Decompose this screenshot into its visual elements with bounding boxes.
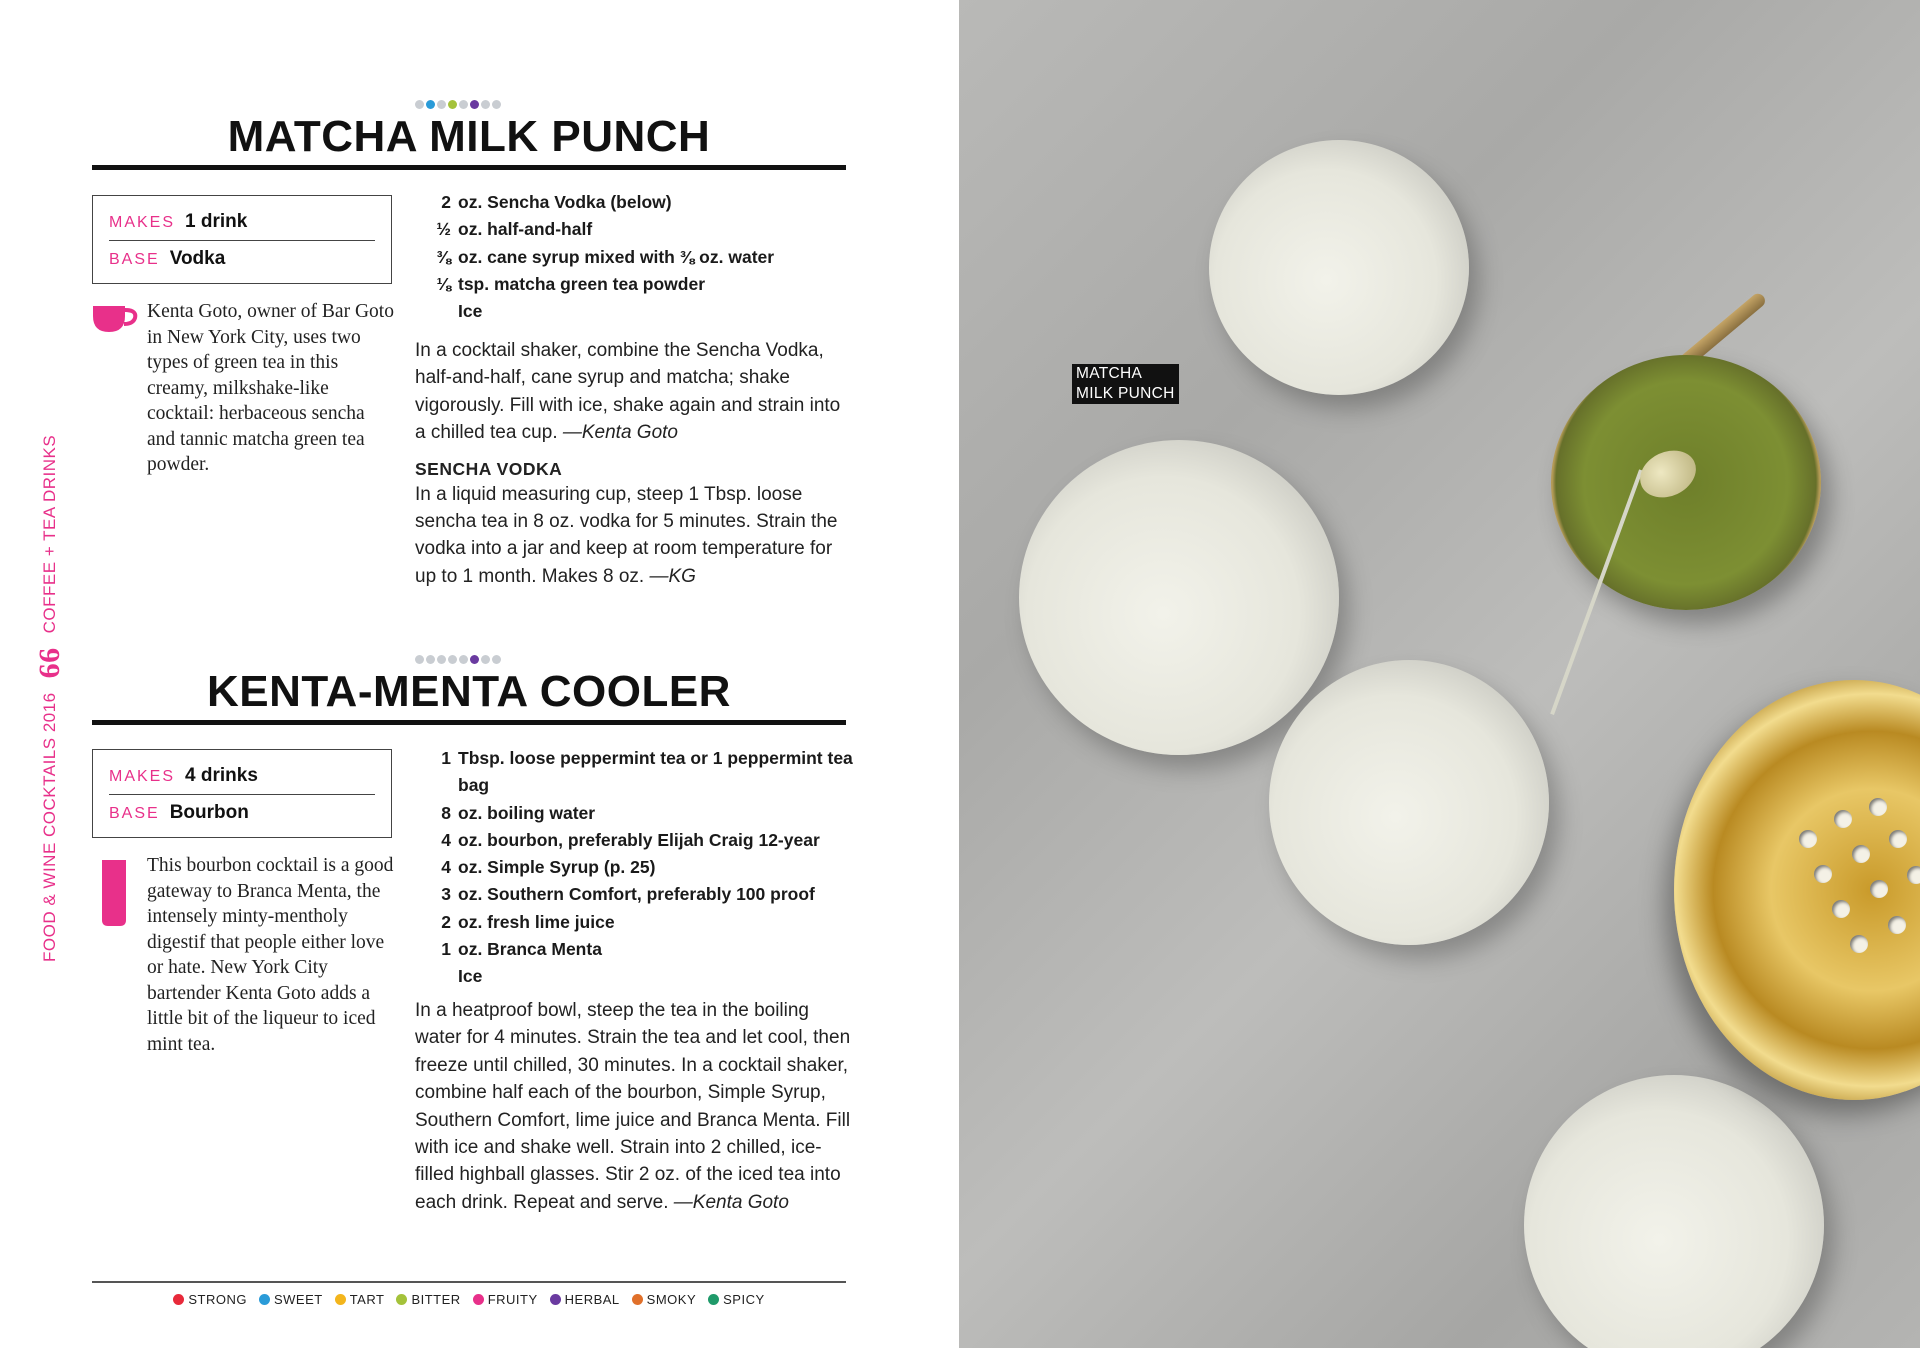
spine-running-head	[33, 435, 67, 962]
recipe2-base-row	[109, 794, 375, 831]
recipe1-intro: Kenta Goto, owner of Bar Goto in New York City, uses two types of green tea in this creamy, milkshake-like cocktail: herbaceous sencha and tannic matcha green tea powder.	[147, 301, 394, 475]
flavor-dot	[426, 100, 435, 109]
legend-item	[396, 1292, 460, 1307]
ingredient-qty: 1	[441, 939, 451, 960]
makes-label: MAKES	[109, 768, 176, 785]
milk-punch-cup	[1209, 140, 1469, 395]
ingredient-item	[415, 271, 855, 298]
flavor-dots-recipe1	[415, 100, 501, 109]
milk-punch-cup	[1524, 1075, 1824, 1348]
flavor-dot	[415, 100, 424, 109]
ingredient-qty: ⅜	[436, 246, 451, 267]
flavor-dot	[470, 100, 479, 109]
legend-dot	[259, 1294, 270, 1305]
flavor-dot	[415, 655, 424, 664]
makes-label: MAKES	[109, 214, 176, 231]
ingredient-qty: 1	[441, 748, 451, 768]
legend-label: SWEET	[273, 1292, 323, 1307]
flavor-dot	[459, 655, 468, 664]
flavor-dot	[459, 100, 468, 109]
milk-punch-cup	[1019, 440, 1339, 755]
ingredient-item	[415, 745, 855, 800]
recipe2-method-credit: —Kenta Goto	[673, 1191, 789, 1213]
legend-dot	[473, 1294, 484, 1305]
sencha-vodka-heading: SENCHA VODKA	[415, 458, 563, 479]
sencha-vodka-credit: —KG	[649, 565, 696, 587]
legend-dot	[335, 1294, 346, 1305]
base-value: Vodka	[169, 248, 226, 269]
recipe2-intro: This bourbon cocktail is a good gateway to Branca Menta, the intensely minty-mentholy digestif that people either love or hate. New York City bartender Kenta Goto adds a little bit of the liqueur to iced mint tea.	[147, 855, 394, 1055]
flavor-dot	[470, 655, 479, 664]
legend-label: SPICY	[723, 1292, 765, 1307]
recipe2-title: KENTA-MENTA COOLER	[207, 667, 731, 716]
legend-label: HERBAL	[564, 1292, 620, 1307]
flavor-dot	[426, 655, 435, 664]
ingredient-qty: 4	[441, 857, 451, 878]
legend-dot	[173, 1294, 184, 1305]
legend-item	[708, 1292, 765, 1307]
legend-item	[173, 1292, 247, 1307]
recipe2-makes-row	[109, 758, 375, 794]
recipe2-method	[415, 997, 855, 1216]
page-number: 66	[33, 647, 66, 679]
ingredient-item	[415, 827, 855, 854]
recipe1-makes-row	[109, 204, 375, 240]
flavor-dot	[448, 100, 457, 109]
base-label: BASE	[109, 805, 160, 822]
ingredient-item	[415, 189, 855, 216]
ingredient-item	[415, 298, 855, 325]
recipe1-ingredients	[415, 189, 855, 325]
left-page	[0, 0, 959, 1348]
spine-book-title: FOOD & WINE COCKTAILS 2016	[40, 692, 59, 962]
recipe2-title-rule	[92, 720, 846, 725]
ingredient-text: oz. Southern Comfort, preferably 100 proof	[458, 884, 815, 905]
legend-dot	[708, 1294, 719, 1305]
ingredient-qty: ½	[436, 219, 451, 240]
legend-label: STRONG	[188, 1292, 247, 1307]
ingredient-text: oz. half-and-half	[458, 219, 593, 240]
photo-caption-line1: MATCHA	[1076, 365, 1143, 382]
makes-value: 1 drink	[185, 211, 248, 232]
flavor-legend	[92, 1292, 846, 1307]
photo-page	[959, 0, 1920, 1348]
recipe2-ingredients	[415, 745, 855, 991]
ingredient-text: oz. fresh lime juice	[458, 911, 615, 932]
ingredient-qty: 2	[441, 192, 451, 212]
ingredient-qty: 3	[441, 884, 451, 905]
ingredient-qty: 2	[441, 911, 451, 932]
recipe1-title: MATCHA MILK PUNCH	[227, 112, 711, 161]
flavor-dot	[481, 655, 490, 664]
recipe1-title-rule	[92, 165, 846, 170]
legend-item	[335, 1292, 385, 1307]
ingredient-text: oz. Sencha Vodka (below)	[458, 192, 672, 212]
ingredient-item	[415, 800, 855, 827]
spine-section: COFFEE + TEA DRINKS	[40, 434, 59, 634]
ingredient-item	[415, 963, 855, 990]
ingredient-qty: 4	[441, 829, 451, 850]
photo-caption-line2: MILK PUNCH	[1076, 385, 1175, 402]
flavor-dot	[437, 100, 446, 109]
legend-dot	[396, 1294, 407, 1305]
base-label: BASE	[109, 251, 160, 268]
flavor-dot	[492, 100, 501, 109]
legend-dot	[632, 1294, 643, 1305]
recipe1-method	[415, 337, 855, 590]
legend-label: SMOKY	[646, 1292, 697, 1307]
legend-label: BITTER	[411, 1292, 461, 1307]
ingredient-item	[415, 909, 855, 936]
sencha-vodka-text: In a liquid measuring cup, steep 1 Tbsp. loose sencha tea in 8 oz. vodka for 5 minutes. Strain the vodka into a jar and keep at room temperature for up to 1 month. Makes 8 oz. —KG	[415, 483, 838, 587]
base-value: Bourbon	[169, 802, 249, 823]
teacup-icon	[91, 302, 139, 334]
ingredient-qty: 8	[441, 802, 451, 823]
ingredient-text: tsp. matcha green tea powder	[458, 273, 706, 294]
ingredient-item	[415, 881, 855, 908]
ingredient-qty	[415, 963, 458, 990]
recipe2-info-box	[92, 749, 392, 838]
ingredient-item	[415, 216, 855, 243]
legend-item	[550, 1292, 620, 1307]
legend-item	[259, 1292, 323, 1307]
legend-item	[473, 1292, 538, 1307]
highball-glass-icon	[100, 858, 130, 928]
cocktail-shaker	[1674, 680, 1920, 1100]
milk-punch-cup	[1269, 660, 1549, 945]
legend-label: TART	[349, 1292, 385, 1307]
ingredient-qty: ⅛	[436, 273, 451, 294]
ingredient-item	[415, 854, 855, 881]
legend-dot	[550, 1294, 561, 1305]
ingredient-text: oz. bourbon, preferably Elijah Craig 12-year	[458, 829, 820, 850]
ingredient-text: oz. boiling water	[458, 802, 596, 823]
flavor-dot	[437, 655, 446, 664]
ingredient-text: oz. cane syrup mixed with ⅜ oz. water	[458, 246, 775, 267]
ingredient-text: oz. Branca Menta	[458, 939, 602, 960]
recipe2-method-text: In a heatproof bowl, steep the tea in the boiling water for 4 minutes. Strain the tea and let cool, then freeze until chilled, 30 minutes. In a cocktail shaker, combine half each of the bourbon, Simple Syrup, Southern Comfort, lime juice and Branca Menta. Fill with ice and shake well. Strain into 2 chilled, ice-filled highball glasses. Stir 2 oz. of the iced tea into each drink. Repeat and serve. —Kenta Goto	[415, 1000, 851, 1213]
recipe1-method-credit: —Kenta Goto	[562, 422, 678, 444]
flavor-dot	[448, 655, 457, 664]
ingredient-text: oz. Simple Syrup (p. 25)	[458, 857, 656, 878]
ingredient-text: Tbsp. loose peppermint tea or 1 peppermint tea bag	[458, 748, 853, 796]
flavor-dots-recipe2	[415, 655, 501, 664]
ingredient-qty	[415, 298, 458, 325]
ingredient-item	[415, 244, 855, 271]
makes-value: 4 drinks	[185, 765, 258, 786]
footer-rule	[92, 1281, 846, 1283]
recipe1-info-box	[92, 195, 392, 284]
flavor-dot	[492, 655, 501, 664]
legend-item	[632, 1292, 696, 1307]
legend-label: FRUITY	[487, 1292, 538, 1307]
photo-caption-label	[1072, 364, 1179, 404]
recipe1-method-text: In a cocktail shaker, combine the Sencha Vodka, half-and-half, cane syrup and matcha; shake vigorously. Fill with ice, shake again and strain into a chilled tea cup. —Kenta Goto	[415, 340, 841, 444]
recipe1-base-row	[109, 240, 375, 277]
ingredient-item	[415, 936, 855, 963]
ingredient-text: Ice	[458, 966, 483, 987]
flavor-dot	[481, 100, 490, 109]
ingredient-text: Ice	[458, 301, 483, 322]
